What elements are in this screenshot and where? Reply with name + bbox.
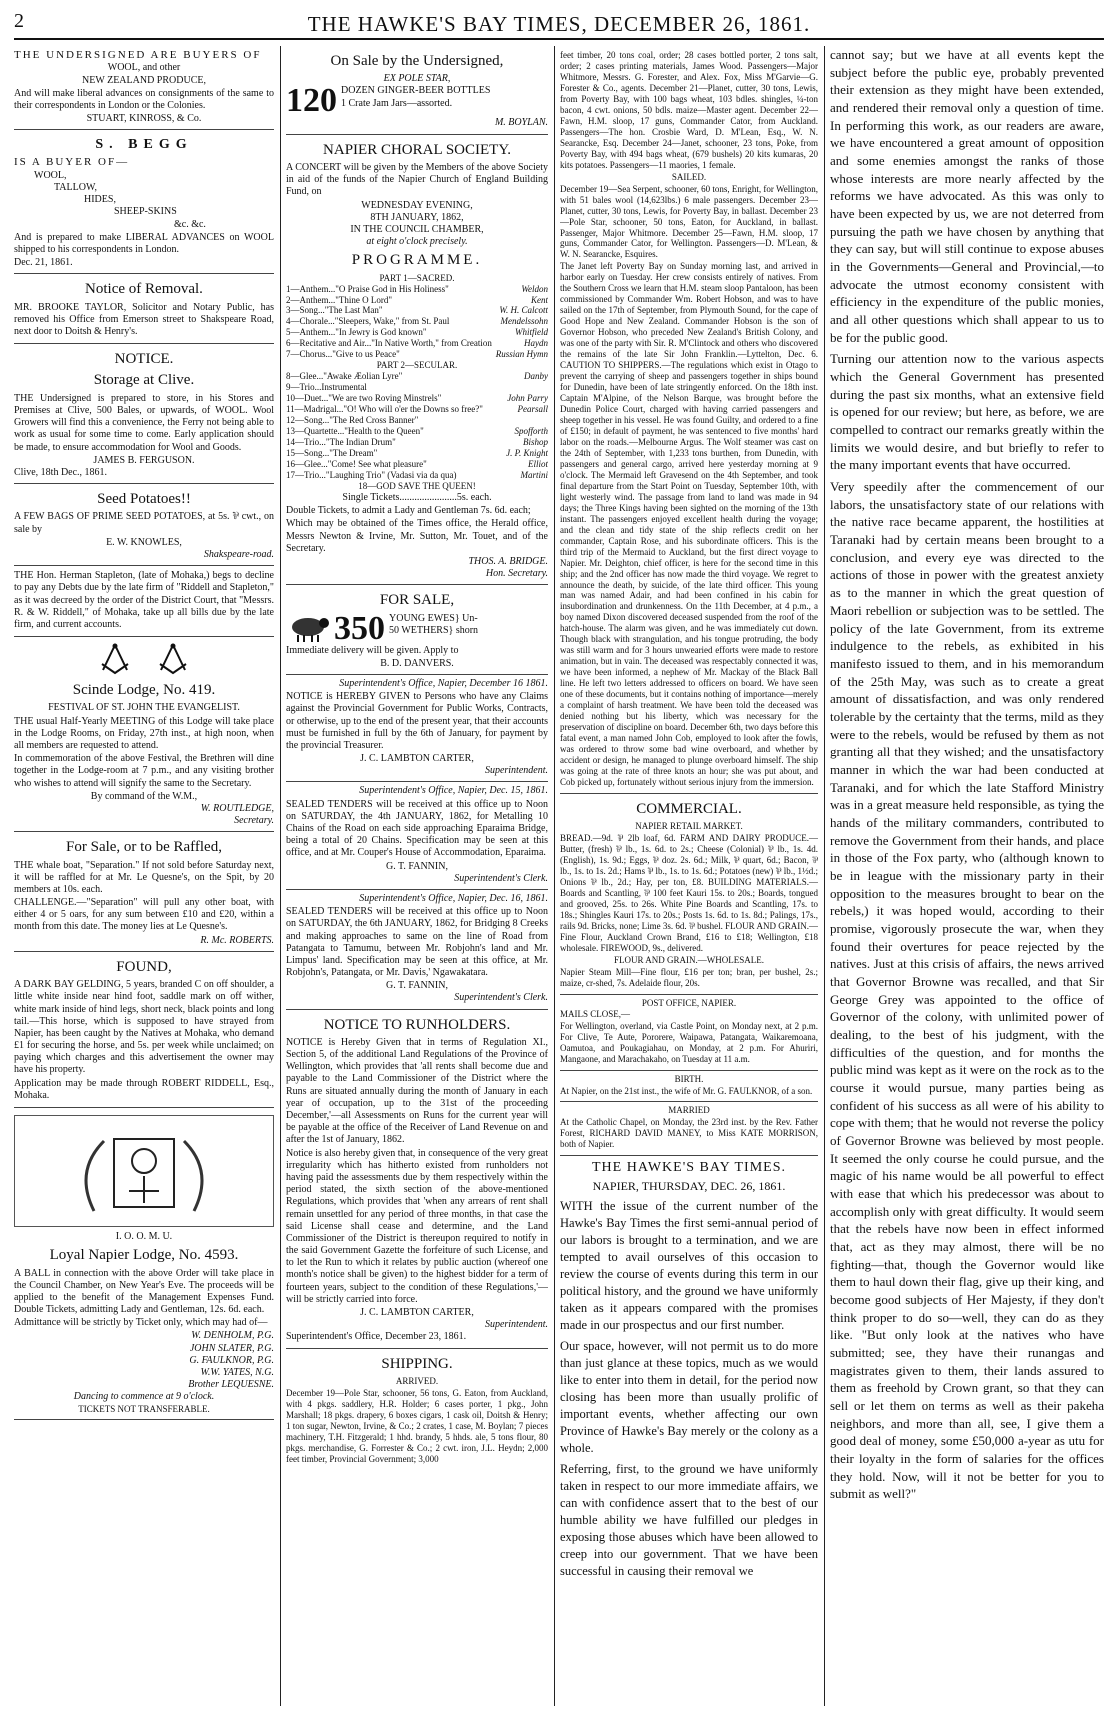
storage-ad <box>14 344 274 484</box>
ad-line: at eight o'clock precisely. <box>366 236 468 248</box>
ad-body: In commemoration of the above Festival, the Brethren will dine together in the Lodge-room at 7 p.m., and any visiting brother who wishes to attend will signify the same to the Secretary. <box>14 753 274 789</box>
ad-line: WOOL, and other <box>107 62 181 74</box>
ad-body: SEALED TENDERS will be received at this office up to Noon on SATURDAY, the 4th JANUARY, 1862, for Metalling 10 Chains of the Road on each side approaching Eparaima Bridge, being a total of 20 Chains. Specification may be seen at this office, and at Mr. Couper's House of Accommodation, Eparaima. <box>286 798 548 859</box>
ad-role: Superintendent's Clerk. <box>454 872 548 884</box>
found-ad <box>14 952 274 1108</box>
ad-line: YOUNG EWES} Un- <box>389 612 478 624</box>
ad-body: NOTICE is HEREBY GIVEN to Persons who have any Claims against the Provincial Government for Public Works, Contracts, or otherwise, up to the end of the present year, that their accounts must be furnished in full by the 6th of January, for payment by the provincial Treasurer. <box>286 691 548 751</box>
ad-signature: JAMES B. FERGUSON. <box>93 454 195 466</box>
ad-heading: NAPIER CHORAL SOCIETY. <box>323 141 511 158</box>
ad-footer: Dancing to commence at 9 o'clock. <box>73 1391 215 1403</box>
ad-name: W.W. YATES, N.G. <box>200 1367 274 1379</box>
ad-body: A FEW BAGS OF PRIME SEED POTATOES, at 5s. ⅌ cwt., on sale by <box>14 511 274 535</box>
ad-heading: FOUND, <box>116 958 172 975</box>
shipping-arrivals: December 19—Pole Star, schooner, 56 tons, G. Eaton, from Auckland, with 4 pkgs. saddlery, H.R. Holder; 6 cases porter, 1 pkg., John Marshall; 18 pkgs. drapery, 6 boxes cigars, 1 cask oil, Doitsh & Henry; 1 ton sugar, Newton, Irvine, & Co.; 2 crates, 1 case, M. Boylan; 7 pieces machinery, T.H. Fitzgerald; 1 hhd. brandy, 5 hhds. ale, 5 tons flour, 80 pkgs. merchandise, G. Forrester & Co.; 2 cwt. iron, J.L. Heydn; 2,000 feet timber, Provincial Government; 3,000 <box>286 1387 548 1464</box>
editorial-paragraph: Turning our attention now to the various aspects which the General Government has presented during the past six months, what an extensive field is opened for our review; but here, as before, we are compelled to contract our remarks greatly within the limits we would desire, and but briefly to refer to the many important events that have occurred. <box>830 351 1104 473</box>
ad-heading: NOTICE. <box>114 351 174 368</box>
column-4 <box>830 46 1104 1706</box>
ad-heading: Seed Potatoes!! <box>97 491 191 508</box>
programme-anthem: 18—GOD SAVE THE QUEEN! <box>358 480 476 491</box>
sheep-icon <box>286 613 330 643</box>
programme-part: PART 1—SACRED. <box>379 272 455 283</box>
ad-quantity: 120 <box>286 82 337 120</box>
ad-body: THE Hon. Herman Stapleton, (late of Mohaka,) begs to decline to pay any Debts due by the late firm of "Riddell and Stapleton," as it was decreed by the order of the District Court, that "Messrs. R. & W. Riddell," of Mohaka, take up all bills due by the late firm, and current accounts. <box>14 570 274 630</box>
programme-item: 3—Song..."The Last Man" W. H. Calcott <box>286 305 548 316</box>
ad-body: CHALLENGE.—"Separation" will pull any other boat, with either 4 or 5 oars, for any sum between £10 and £20, within a month from this date. The money lies at Le Quesne's. <box>14 897 274 933</box>
choral-society-ad <box>286 135 548 586</box>
ad-body: Immediate delivery will be given. Apply to <box>286 644 459 656</box>
ad-line: 50 WETHERS} shorn <box>389 624 479 636</box>
ad-body: And will make liberal advances on consignments of the same to their correspondents in London or the Colonies. <box>14 87 274 111</box>
ad-heading: On Sale by the Undersigned, <box>330 53 504 69</box>
column-1 <box>14 46 274 1706</box>
ad-line: IS A BUYER OF— <box>14 156 130 169</box>
tender-notice-2 <box>286 890 548 1010</box>
editorial-paragraph: Referring, first, to the ground we have uniformly taken in respect to our more immediate affairs, we can with confidence assert that to the best of our humble ability we have fulfilled our pledges in exposing those abuses which have been allowed to creep into our government. That we have been successful in causing their removal we <box>560 1462 818 1579</box>
ginger-beer-ad <box>286 46 548 135</box>
ad-dateline: Superintendent's Office, Napier, December 16 1861. <box>339 677 548 689</box>
oddfellows-emblem-image <box>14 1115 274 1227</box>
masonic-emblems <box>14 640 274 678</box>
programme-item: 15—Song..."The Dream" J. P. Knight <box>286 448 548 459</box>
ad-subheading: Storage at Clive. <box>93 372 195 389</box>
begg-ad <box>14 130 274 274</box>
shipping-continued <box>560 46 818 794</box>
column-rule <box>280 46 281 1706</box>
editorial-masthead: THE HAWKE'S BAY TIMES. <box>592 1160 786 1176</box>
ad-heading: THE UNDERSIGNED ARE BUYERS OF <box>14 49 262 61</box>
ad-signature-address: Shakspeare-road. <box>203 548 274 560</box>
section-subheading: NAPIER RETAIL MARKET. <box>635 821 743 832</box>
ad-line: NEW ZEALAND PRODUCE, <box>82 74 206 86</box>
ad-heading: Scinde Lodge, No. 419. <box>72 682 216 699</box>
claims-notice <box>286 675 548 783</box>
ad-body: NOTICE is Hereby Given that in terms of Regulation XI., Section 5, of the additional Land Regulations of the Province of Wellington, which provides that 'all rents shall become due and payable to the Land Commissioner of the District where the Runs are situated annually during the month of January in each year of occupation, up to the 31st of the proceeding December,'—all Assessments on Runs for the current year will be payable at the office of the Receiver of Land Revenue on and after the 1st of January, 1862. <box>286 1036 548 1146</box>
page-number: 2 <box>14 10 24 32</box>
ad-body: A CONCERT will be given by the Members of the above Society in aid of the funds of the Napier Church of England Building Fund, on <box>286 161 548 198</box>
programme-item: 13—Quartette..."Health to the Queen" Spofforth <box>286 426 548 437</box>
ad-item: WOOL, <box>34 169 67 181</box>
ad-footer: TICKETS NOT TRANSFERABLE. <box>78 1403 210 1414</box>
ad-item: TALLOW, <box>54 182 97 194</box>
ad-heading: Loyal Napier Lodge, No. 4593. <box>49 1247 239 1264</box>
buyers-ad <box>14 46 274 130</box>
programme-item: 6—Recitative and Air..."In Native Worth," from Creation Haydn <box>286 338 548 349</box>
ad-role: Hon. Secretary. <box>485 568 548 580</box>
programme-item: 14—Trio..."The Indian Drum" Bishop <box>286 437 548 448</box>
ad-line: WEDNESDAY EVENING, <box>361 199 473 211</box>
section-heading: MARRIED <box>668 1105 710 1116</box>
ad-signature: STUART, KINROSS, & Co. <box>86 113 202 125</box>
ad-dateline: Superintendent's Office, Napier, Dec. 15, 1861. <box>359 785 548 797</box>
ad-heading: For Sale, or to be Raffled, <box>66 839 222 856</box>
ad-label: I. O. O. M. U. <box>115 1231 173 1243</box>
tender-notice-1 <box>286 782 548 890</box>
programme-item: 12—Song..."The Red Cross Banner" <box>286 415 419 426</box>
mail-schedule: For Wellington, overland, via Castle Point, on Monday next, at 2 p.m. For Clive, Te Aute, Pororere, Waipawa, Patangata, Waikaremoana, Oamutoa, and Poukagiahau, on Monday, at 2 p.m. For Ahuriri, Mangaone, and Marachakaho, on Tuesday at 11 a.m. <box>560 1020 818 1064</box>
ad-body: Which may be obtained of the Times office, the Herald office, Messrs Newton & Irvine, Mr. Sutton, Mr. Touet, and of the Secretary. <box>286 518 548 554</box>
programme-item: 17—Trio..."Laughing Trio" (Vadasi via da qua) Martini <box>286 470 548 481</box>
compass-square-icon <box>156 642 190 676</box>
programme-list <box>286 371 548 481</box>
programme-item: 11—Madrigal..."O! Who will o'er the Downs so free?" Pearsall <box>286 404 548 415</box>
ad-signature: G. T. FANNIN, <box>386 860 448 872</box>
market-prices: BREAD.—9d. ⅌ 2lb loaf, 6d. FARM AND DAIRY PRODUCE.—Butter, (fresh) ⅌ lb., 1s. 6d. to 2s.; Cheese (Colonial) ⅌ lb., 1s. 4d. (English), 1s. 9d.; Eggs, ⅌ doz. 2s. 6d.; Milk, ⅌ quart, 6d.; Bacon, ⅌ lb., 1s. to 1s. 2d.; Hams ⅌ lb., 1s. to 1s. 6d.; Potatoes (new) ⅌ lb., 1½d.; Onions ⅌ lb., 2d.; Hay, per ton, £8. BUILDING MATERIALS.—Boards and Scantling, ⅌ 100 feet Kauri 15s. to 20s.; Boards, tongued and grooved, 25s. to 26s. White Pine Boards and Scantling, 17s. to 18s.; Shingles Kauri 17s. to 20s.; Posts 1s. 6d. to 1s. 8d.; Palings, 17s., rails 9d. Bricks, none; Lime 3s. 6d. ⅌ bushel. FLOUR AND GRAIN.—Fine Flour, Auckland Crown Brand, £16 to £18; Wellington, £18 wholesale. FIREWOOD, 9s., delivered. <box>560 833 818 953</box>
ad-body: And is prepared to make LIBERAL ADVANCES on WOOL shipped to his correspondents in London. <box>14 231 274 255</box>
shipping-news: The Janet left Poverty Bay on Sunday morning last, and arrived in harbor early on Tuesday. Her crew consists entirely of natives. From the Southern Cross we learn that H.M. steam sloop Pantaloon, has been commissioned by Commander Wm. Robert Hobson, and was to have sailed on the 17th of September, from Plymouth Sound, for the cape of Good Hope and New Zealand. Commander Hobson is the son of Governor Hobson, who preceded New Zealand's British Colony, and was one of the party with Sir. R. M'Clintock and others who discovered the remains of the late Sir John Franklin.—Lyttelton, Dec. 6. CAUTION TO SHIPPERS.—The regulations which exist in Otago to prevent the carrying of sheep and passengers together in ships bound for Dunedin, have been of late stringently enforced. On the 18th inst. Captain M'Alpine, of the Nelson Barque, was brought before the Dunedin Police Court, charged with having carried passengers and sheep together in his vessel. He was found Guilty, and ordered to a fine of £150; in default of payment, he was sentenced to five months' hard labor on the roads.—Melbourne Argus. The Wolf steamer was cast on the 24th of September, with 1,233 tons burthen, from Dunedin, with passengers and general cargo, arrived here yesterday morning at 9 o'clock. The Mermaid left Gravesend on the 4th September, and took final departure from the Start Point on Tuesday, September 10th, with light westerly wind. The passage from land to land was made in 94 days; the Three Kings having been sighted on the morning of the 13th instant. The passengers enjoyed excellent health during the voyage; and the clean and tidy state of the ship reflects credit on her commander, Captain Rose, and his subordinate officers. This is the third trip of the Mermaid to Auckland, but the first direct voyage to Napier. Mr. Deighton, chief officer, is here for the second time in this ship; and the 2nd officer has now made the third voyage. We regret to announce the death, by suicide, of the late third officer. This young man was named Adair, and had been confined in his cabin for insubordination and drunkenness. On the 11th December, at 4 p.m., a boy named Dixon discovered deceased suspended from the roof of the hatch-house. The alarm was given, and he was immediately cut down. Though black with strangulation, and his tongue protruding, the body was still warm and for 3 hours unwearied efforts were made to restore animation, but in vain. The deceased was respectably connected it was, we have been informed, a nephew of Mr. Mackay of the Black Ball line. He left two letters addressed to officers on board. We have seen one of these documents, but it contains nothing of importance—merely a complaint of harsh treatment. We have been told the deceased was denied nothing but his liberty, which was necessary for the preservation of discipline on board. December 6th, two days before this fatal event, a man named John Cob, employed to look after the fowls, was ordered to throw some bad wine overboard, and whether by accident or design, he managed to plunge overboard himself. The ship was going at the rate of three knots an hour; she was put about, and Cob picked up, fortunately without serious injury from the immersion. <box>560 261 818 787</box>
ad-line: DOZEN GINGER-BEER BOTTLES <box>341 85 491 97</box>
lodge-emblem-icon <box>54 1121 234 1221</box>
scinde-lodge-ad <box>14 637 274 832</box>
editorial-paragraph: WITH the issue of the current number of the Hawke's Bay Times the first semi-annual period of our labors is brought to a termination, and we are tempted to avail ourselves of this occasion to review the course of events during this term in our political history, and the ground we have uniformly taken as it appears compared with the promises made in our prospectus and our first number. <box>560 1199 818 1333</box>
ad-heading: NOTICE TO RUNHOLDERS. <box>323 1016 511 1033</box>
compass-square-icon <box>98 642 132 676</box>
programme-item: 4—Chorale..."Sleepers, Wake," from St. Paul Mendelssohn <box>286 316 548 327</box>
shipping-arrivals: feet timber, 20 tons coal, order; 28 cases bottled porter, 2 tons salt, order; 2 cases printing materials, James Wood. Passengers—Major Whitmore, Messrs. G. Forester, and Alex. Fox, Miss M'Garvie—G. Forester & Co., agents. December 21—Planet, cutter, 30 tons, Lewis, from Poverty Bay, with 100 bags wheat, 103 bdles. shingles, ¼-ton bacon, 4 cwt. onions, 50 bdls. maize—Master agent. December 22—Fawn, H.M. sloop, 17 guns, Commander Cator, from Auckland. Passengers—The hon. Crosbie Ward, D. M'Lean, Esq., W. N. Searancke, Esq. December 24—Janet, schooner, 23 tons, Poke, from Poverty Bay, with 494 bags wheat, (679 bushels) 20 kits kumaras, 20 kits potatoes. Passengers—11 maories, 1 female. <box>560 50 818 170</box>
ad-byline: By command of the W.M., <box>90 790 198 802</box>
programme-item: 16—Glee..."Come! See what pleasure" Elliot <box>286 459 548 470</box>
ad-body: A DARK BAY GELDING, 5 years, branded C on off shoulder, a little white inside near hind foot, saddle mark on off wither, white mark inside of hind legs, short neck, black points and long tail.—This horse, which is supposed to have strayed from Napier, has been caught by the Natives at Mohaka, who demand £1 for securing the horse, and 5s. per week while unclaimed; on paying which charges and this advertisement the owner may have his property. <box>14 979 274 1076</box>
shipping-section <box>286 1349 548 1470</box>
programme-title: PROGRAMME. <box>351 252 483 269</box>
ad-body: Notice is also hereby given that, in consequence of the very great irregularity which has hitherto existed from runholders not having paid the assessments due by them respectively within the period stated, the sixth section of the above-mentioned Regulations, which provides that 'when any arrears of rent shall remain unsettled for any period of three months, in that case the said License shall cease and determine, and the Land Commissioner of the District is thereupon required to notify in the said Government Gazette the forfeiture of such License, and to let the Run to which it relates by public auction (whereof one month's notice shall be given) to the highest bidder for a term of fourteen years, subject to the condition of these Regulations,'—will be strictly carried into force. <box>286 1147 548 1305</box>
editorial <box>560 1159 818 1580</box>
masthead <box>14 8 1104 40</box>
market-prices: Napier Steam Mill—Fine flour, £16 per ton; bran, per bushel, 2s.; maize, cr-shed, 7s. Adelaide flour, 20s. <box>560 966 818 988</box>
section-heading: SHIPPING. <box>381 1355 453 1372</box>
ad-heading: Notice of Removal. <box>85 281 203 298</box>
ad-quantity: 350 <box>334 609 385 647</box>
ad-line: IN THE COUNCIL CHAMBER, <box>350 223 484 235</box>
ad-name: JOHN SLATER, P.G. <box>189 1342 274 1354</box>
programme-item: 5—Anthem..."In Jewry is God known" Whitfield <box>286 327 548 338</box>
ad-body: THE Undersigned is prepared to store, in his Stores and Premises at Clive, 500 Bales, or upwards, of WOOL. Wool Growers will find this a convenience, the Ferry not being able to work as usual for some time to come. Early application should be made, to ensure accommodation for Wool and Goods. <box>14 392 274 453</box>
birth-notice <box>560 1071 818 1103</box>
ad-body: MR. BROOKE TAYLOR, Solicitor and Notary Public, has removed his Office from Emerson street to Shakspeare Road, next door to Doitsh & Henry's. <box>14 301 274 337</box>
ad-line: 1 Crate Jam Jars—assorted. <box>341 97 453 109</box>
programme-list <box>286 284 548 361</box>
ad-role: Superintendent. <box>484 1319 548 1331</box>
sheep-sale-ad <box>286 585 548 675</box>
editorial-paragraph: Our space, however, will not permit us to do more than just glance at these topics, much as we would like to enter into them in detail, for the period now closing has been more than usually prolific of important events, whether affecting our own Province of Hawke's Bay merely or the colony as a whole. <box>560 1339 818 1456</box>
programme-item: 8—Glee..."Awake Æolian Lyre" Danby <box>286 371 548 382</box>
ad-line: EX POLE STAR, <box>383 73 451 85</box>
ad-dateline: Superintendent's Office, December 23, 1861. <box>286 1331 467 1343</box>
ad-heading: FOR SALE, <box>379 592 455 609</box>
ad-signature: R. Mc. ROBERTS. <box>200 934 274 946</box>
ad-body: SEALED TENDERS will be received at this office up to Noon on SATURDAY, the 6th JANUARY, 1862, for Bridging 8 Creeks and making approaches to same on the line of Road from Patangata to Tamumu, between Mr. Robjohn's land and Mr. Limpus' land. Specification may be seen at this office, at Mr. Robjohn's, Patangata, or Mr. Davis,' Ngawakatara. <box>286 906 548 979</box>
programme-part: PART 2—SECULAR. <box>376 360 458 371</box>
ad-signature: B. D. DANVERS. <box>380 657 454 669</box>
ad-signature: M. BOYLAN. <box>494 117 548 129</box>
ad-name: W. DENHOLM, P.G. <box>191 1330 274 1342</box>
ad-heading: S. BEGG <box>95 137 193 153</box>
ad-name: Brother LEQUESNE. <box>188 1379 274 1391</box>
section-heading: POST OFFICE, NAPIER. <box>641 997 737 1008</box>
page-title: THE HAWKE'S BAY TIMES, DECEMBER 26, 1861. <box>307 12 811 36</box>
section-heading: BIRTH. <box>674 1073 704 1084</box>
ad-name: G. FAULKNOR, P.G. <box>189 1354 274 1366</box>
column-2 <box>286 46 548 1706</box>
ad-subheading: FESTIVAL OF ST. JOHN THE EVANGELIST. <box>48 702 240 714</box>
stapleton-ad <box>14 566 274 637</box>
ad-signature: J. C. LAMBTON CARTER, <box>360 1307 474 1319</box>
section-subheading: MAILS CLOSE,— <box>560 1008 631 1019</box>
section-heading: COMMERCIAL. <box>636 800 742 817</box>
ad-item: &c. &c. <box>174 218 206 230</box>
notice-body: At Napier, on the 21st inst., the wife of Mr. G. FAULKNOR, of a son. <box>560 1085 813 1096</box>
column-3 <box>560 46 818 1706</box>
post-office-section <box>560 995 818 1071</box>
ad-signature: W. ROUTLEDGE, <box>200 802 274 814</box>
ad-role: Superintendent's Clerk. <box>454 992 548 1004</box>
ad-signature: E. W. KNOWLES, <box>106 536 182 548</box>
ad-dateline: Superintendent's Office, Napier, Dec. 16, 1861. <box>359 892 548 904</box>
shipping-departures: December 19—Sea Serpent, schooner, 60 tons, Enright, for Wellington, with 51 bales wool (14,623lbs.) 6 male passengers. December 23—Planet, cutter, 30 tons, Lewis, for Poverty Bay, in ballast. December 23—Pole Star, schooner, 50 tons, Eaton, for Auckland, in ballast. Passenger, Major Whitmore. December 25—Fawn, H.M. sloop, 17 guns, Commander Cator, for Wellington. Passengers—D. M'Lean, & W. N. Searancke, Esquires. <box>560 183 818 260</box>
raffle-ad <box>14 832 274 952</box>
column-rule <box>824 46 825 1706</box>
editorial-paragraph: cannot say; but we have at all events kept the subject before the public eye, probably prevented their extension as they might have been extended, and rendered their removal only a question of time. In performing this work, as our readers are aware, we have encountered a great amount of opposition and some enemies amongst the ranks of those whose interests are more nearly affected by the reforms we have advocated. As this was only to have been expected by us, we are not deterred from pursuing the path we have chosen by anything that they can say, but will still continue to expose abuses in the Governments—General and Provincial,—to advocate the utmost economy consistent with efficiency in the expenditure of the public monies, and all other questions which shall appear to us to be for the public good. <box>830 47 1104 345</box>
ad-role: Superintendent. <box>484 765 548 777</box>
ticket-price: Single Tickets.......................5s. each. <box>342 491 492 503</box>
column-rule <box>554 46 555 1706</box>
section-subheading: SAILED. <box>671 171 707 182</box>
programme-item: 2—Anthem..."Thine O Lord" Kent <box>286 294 548 305</box>
ad-signature: J. C. LAMBTON CARTER, <box>360 753 474 765</box>
ad-line: 8TH JANUARY, 1862, <box>370 211 464 223</box>
ad-body: THE whale boat, "Separation." If not sold before Saturday next, it will be raffled for at Mr. Le Quesne's, on the Spit, by 20 members at 10s. each. <box>14 859 274 895</box>
ad-body: THE usual Half-Yearly MEETING of this Lodge will take place in the Lodge Rooms, on Friday, 27th inst., at high noon, when all members are requested to attend. <box>14 715 274 751</box>
ad-item: HIDES, <box>84 194 116 206</box>
programme-item: 1—Anthem..."O Praise God in His Holiness" Weldon <box>286 283 548 294</box>
ad-body: Admittance will be strictly by Ticket only, which may had of— <box>14 1317 268 1329</box>
section-subheading: FLOUR AND GRAIN.—WHOLESALE. <box>614 954 764 965</box>
runholders-notice <box>286 1010 548 1349</box>
ad-role: Secretary. <box>234 815 274 827</box>
ad-date: Dec. 21, 1861. <box>14 257 73 269</box>
programme-item: 9—Trio...Instrumental <box>286 382 367 393</box>
loyal-napier-lodge-ad <box>14 1108 274 1420</box>
ad-body: Application may be made through ROBERT RIDDELL, Esq., Mohaka. <box>14 1077 274 1101</box>
editorial-paragraph: Very speedily after the commencement of our labors, the unsatisfactory state of our relations with the native race became apparent, the hostilities at Taranaki had by certain means been brought to a conclusion, and every eye was directed to the actions of those in power with the greatest anxiety as to the manner in which the great question of Maori rebellion or subjection was to be settled. The policy of the late Government, from its extreme indulgence to the rebels, as exhibited in his manifesto issued to them, and in his memorandum of the 25th May, was such as to create a great amount of dissatisfaction, and was only rendered tolerable by the certainty that the terms, mild as they were to the rebels, would be refused by them as not granting all that they wished; and the unsatisfactory manner in which the war had been conducted at Taranaki, and for which the late Stafford Ministry was in a great measure held responsible, as tying the hands of the military commanders, contributed to remove the Government from their hands, and place in those of the Fox party, who (although known to be in league with the missionary party in their opposition to the measures brought to bear on the rebels,) it was hoped would, according to their promise, vigorously prosecute the war, when they found their overtures for peace rejected by the natives. Just at this crisis of affairs, the news arrived that Governor Browne was recalled, and that Sir George Grey was appointed to the office of Governor of the colony, with unlimited power of dealing, to the best of his judgment, with the difficulties of the question, and for months the public mind was kept as it were on the rock as to the course it would pursue, many parties being as confident of his success as all were of his ability to cope with them; that he would not reverse the policy of Governor Browne was believed by most people. It seemed the only course he could pursue, and the magic of his name would be all powerful to effect with ease that which his predecessor was about to accomplish only with great difficulty. It would seem that the rebels have now been in effect informed that, act as they may almost, there will be no fighting—that, though the Governor would like them to haul down their flag, give up their king, and become good subjects of Her Majesty, if they don't think proper to do so—well, they can do as they like. "But only look at the natives who have submitted; see, they have their runangas and magistrates given to them, their lands assured to them as freehold by Crown grant, so that they can sell or let them on terms as well as their pakeha neighbors, and more than all, see, I give them a good deal of money, some £50,000 a-year as utu for their loyalty in the form of salaries for the offices they hold. Now, will it not be better for you to submit as well?" <box>830 479 1104 1502</box>
married-notice <box>560 1102 818 1156</box>
ticket-price: Double Tickets, to admit a Lady and Gentleman 7s. 6d. each; <box>286 505 531 517</box>
ad-item: SHEEP-SKINS <box>114 206 177 218</box>
removal-ad <box>14 274 274 344</box>
ad-date: Clive, 18th Dec., 1861. <box>14 466 108 478</box>
section-subheading: ARRIVED. <box>395 1375 439 1386</box>
editorial-dateline: NAPIER, THURSDAY, DEC. 26, 1861. <box>592 1179 786 1194</box>
ad-signature: G. T. FANNIN, <box>386 980 448 992</box>
ad-signature: THOS. A. BRIDGE. <box>468 555 548 567</box>
programme-item: 7—Chorus..."Give to us Peace" Russian Hymn <box>286 349 548 360</box>
notice-body: At the Catholic Chapel, on Monday, the 23rd inst. by the Rev. Father Forest, RICHARD DAVID MANEY, to Miss KATE MORRISON, both of Napier. <box>560 1117 818 1150</box>
programme-item: 10—Duet..."We are two Roving Minstrels" John Parry <box>286 393 548 404</box>
potatoes-ad <box>14 484 274 566</box>
commercial-section <box>560 794 818 995</box>
ad-body: A BALL in connection with the above Order will take place in the Council Chamber, on New Year's Eve. The proceeds will be applied to the benefit of the Management Expenses Fund. Double Tickets, admitting Lady and Gentleman, 12s. 6d. each. <box>14 1267 274 1316</box>
